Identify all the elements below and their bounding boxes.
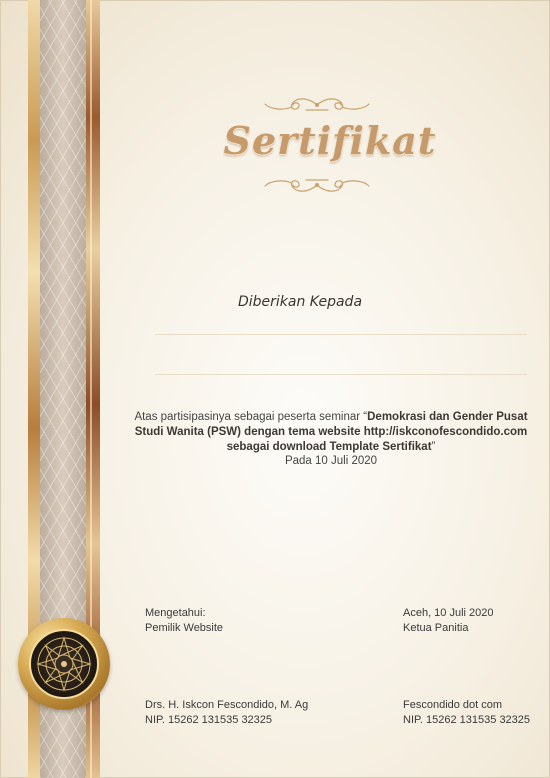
left-signer-nip: NIP. 15262 131535 32325 <box>145 714 273 726</box>
right-role: Ketua Panitia <box>403 622 469 634</box>
given-to-label: Diberikan Kepada <box>237 294 363 310</box>
certificate-body-text <box>122 410 540 455</box>
mandala-seal-icon <box>29 629 99 699</box>
flourish-ornament-icon <box>262 174 372 196</box>
certificate-title: Sertifikat <box>223 118 437 163</box>
body-prefix: Atas partisipasinya sebagai peserta seminar “ <box>134 411 368 423</box>
event-date: Pada 10 Juli 2020 <box>284 455 378 467</box>
left-role: Pemilik Website <box>145 622 224 634</box>
medal-seal <box>18 618 110 710</box>
right-heading: Aceh, 10 Juli 2020 <box>403 607 494 619</box>
signature-left-header <box>145 606 223 636</box>
right-signer-nip: NIP. 15262 131535 32325 <box>403 714 531 726</box>
signature-left-footer <box>145 698 308 728</box>
recipient-name-line <box>155 334 527 335</box>
body-suffix: ” <box>431 441 436 453</box>
flourish-ornament-icon <box>262 94 372 116</box>
left-signer-name: Drs. H. Iskcon Fescondido, M. Ag <box>145 699 309 711</box>
signature-right-footer <box>403 698 530 728</box>
body-seminar-title: Demokrasi dan Gender Pusat Studi Wanita (PSW) dengan tema website http://iskconofescondido.com sebagai download Template Sertifikat <box>134 411 528 453</box>
left-heading: Mengetahui: <box>145 607 206 619</box>
signature-right-header <box>403 606 494 636</box>
right-signer-name: Fescondido dot com <box>403 699 503 711</box>
divider-line <box>155 374 527 375</box>
